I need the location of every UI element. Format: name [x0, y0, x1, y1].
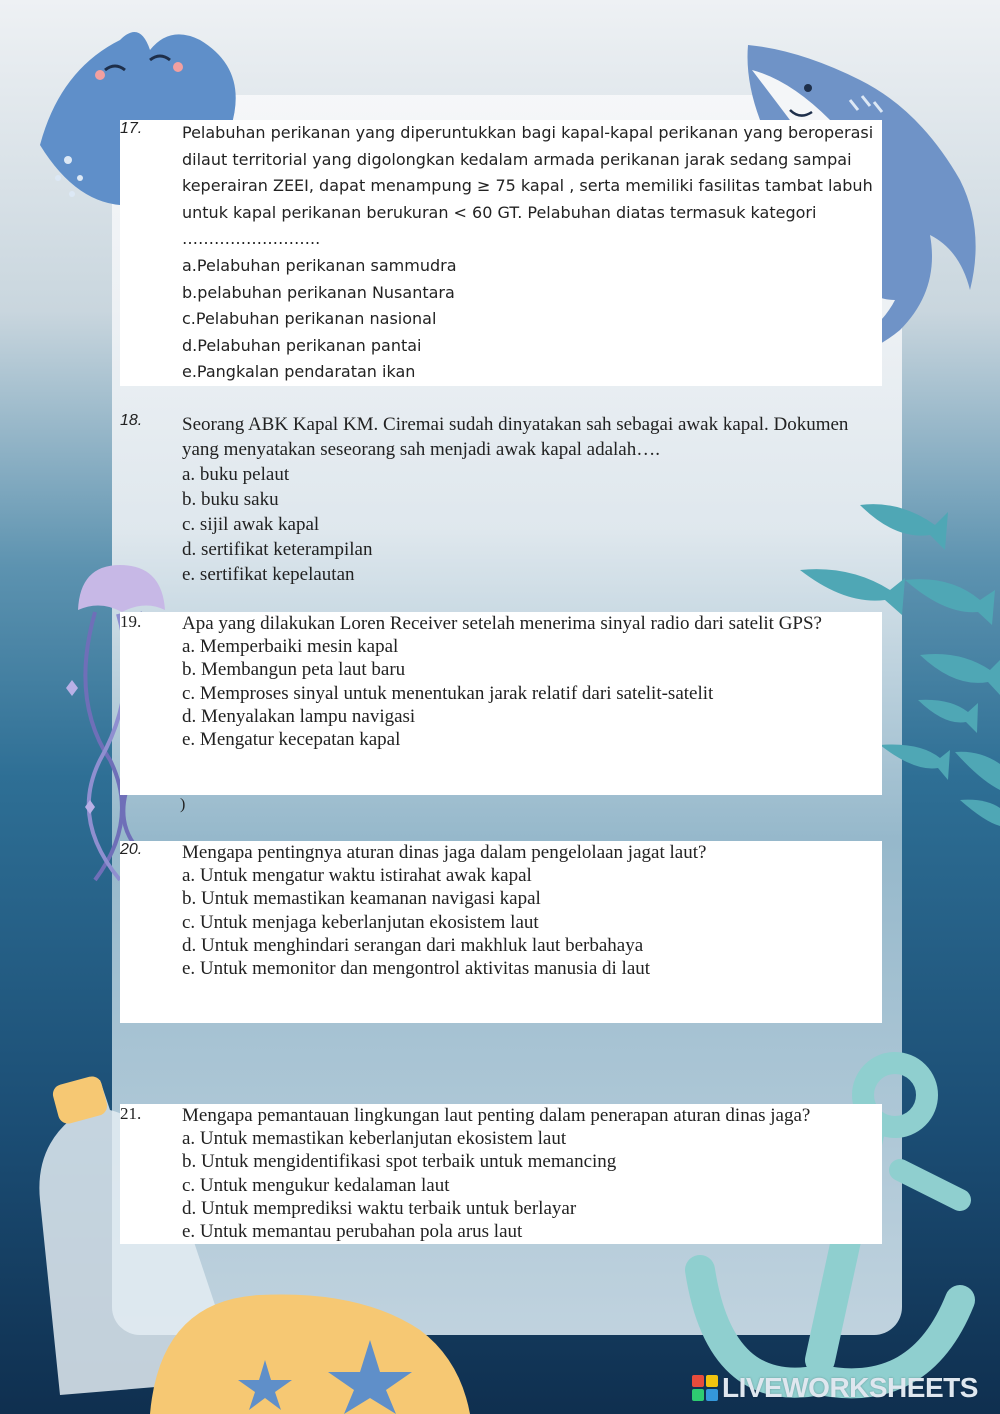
answer-option-e[interactable]: e.Pangkalan pendaratan ikan [182, 362, 416, 382]
answer-option-e[interactable]: e. Untuk memantau perubahan pola arus laut [182, 1221, 523, 1243]
answer-option-a[interactable]: a. buku pelaut [182, 464, 290, 485]
question-stem: Mengapa pemantauan lingkungan laut penting dalam penerapan aturan dinas jaga? [182, 1105, 811, 1126]
question-17 [120, 120, 882, 386]
answer-option-a[interactable]: a.Pelabuhan perikanan sammudra [182, 255, 457, 275]
question-18 [120, 412, 882, 587]
answer-option-d[interactable]: d. Untuk menghindari serangan dari makhluk laut berbahaya [182, 934, 644, 956]
question-stem: Mengapa pentingnya aturan dinas jaga dalam pengelolaan jagat laut? [182, 842, 707, 863]
answer-option-c[interactable]: c. Untuk mengukur kedalaman laut [182, 1174, 450, 1196]
question-stem: Apa yang dilakukan Loren Receiver setelah menerima sinyal radio dari satelit GPS? [182, 613, 822, 634]
question-number: 19. [120, 612, 142, 631]
question-19 [120, 612, 882, 795]
answer-option-d[interactable]: d.Pelabuhan perikanan pantai [182, 335, 422, 355]
answer-option-b[interactable]: b.pelabuhan perikanan Nusantara [182, 282, 455, 302]
answer-option-c[interactable]: c. Untuk menjaga keberlanjutan ekosistem laut [182, 911, 539, 933]
answer-option-c[interactable]: c. sijil awak kapal [182, 514, 320, 535]
answer-option-b[interactable]: b. Untuk memastikan keamanan navigasi kapal [182, 888, 541, 910]
answer-option-e[interactable]: e. sertifikat kepelautan [182, 564, 355, 585]
answer-option-d[interactable]: d. Untuk memprediksi waktu terbaik untuk berlayar [182, 1197, 577, 1219]
liveworksheets-watermark [692, 1372, 978, 1404]
question-number: 18. [120, 412, 143, 429]
answer-option-d[interactable]: d. sertifikat keterampilan [182, 539, 373, 560]
stray-mark: ) [180, 796, 186, 813]
question-number: 17. [120, 120, 143, 137]
question-21 [120, 1104, 882, 1244]
watermark-text: LIVEWORKSHEETS [722, 1372, 978, 1403]
question-20 [120, 841, 882, 1023]
answer-option-e[interactable]: e. Mengatur kecepatan kapal [182, 729, 401, 751]
answer-option-e[interactable]: e. Untuk memonitor dan mengontrol aktivitas manusia di laut [182, 958, 651, 980]
question-number: 21. [120, 1104, 142, 1123]
question-stem: Seorang ABK Kapal KM. Ciremai sudah dinyatakan sah sebagai awak kapal. Dokumen yang menyatakan seseorang sah menjadi awak kapal adalah…. [182, 414, 849, 460]
answer-option-d[interactable]: d. Menyalakan lampu navigasi [182, 705, 416, 727]
liveworksheets-logo-icon [692, 1375, 718, 1401]
answer-option-a[interactable]: a. Untuk memastikan keberlanjutan ekosistem laut [182, 1128, 567, 1150]
answer-option-b[interactable]: b. buku saku [182, 489, 279, 510]
answer-option-a[interactable]: a. Memperbaiki mesin kapal [182, 636, 399, 658]
answer-option-c[interactable]: c. Memproses sinyal untuk menentukan jarak relatif dari satelit-satelit [182, 682, 714, 704]
answer-option-b[interactable]: b. Membangun peta laut baru [182, 659, 406, 681]
answer-option-a[interactable]: a. Untuk mengatur waktu istirahat awak kapal [182, 865, 532, 887]
question-stem: Pelabuhan perikanan yang diperuntukkan bagi kapal-kapal perikanan yang beroperasi dilaut territorial yang digolongkan kedalam armada perikanan jarak sedang sampai keperairan ZEEI, dapat menampung ≥ 75 kapal , serta memiliki fasilitas tambat labuh untuk kapal perikanan berukuran < 60 GT. Pelabuhan diatas termasuk kategori …………………….. [182, 123, 874, 249]
question-number: 20. [120, 841, 143, 858]
answer-option-b[interactable]: b. Untuk mengidentifikasi spot terbaik untuk memancing [182, 1151, 617, 1173]
answer-option-c[interactable]: c.Pelabuhan perikanan nasional [182, 309, 437, 329]
